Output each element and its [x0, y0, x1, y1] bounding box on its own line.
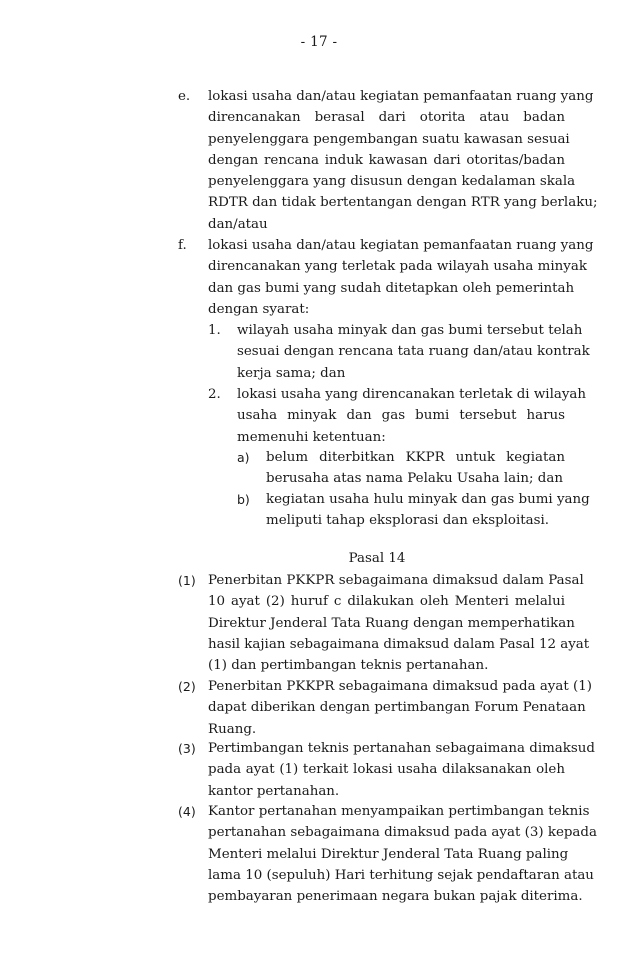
article-line: pada ayat (1) terkait lokasi usaha dilaksanakan oleh	[208, 762, 565, 778]
sub-sub-item-line: meliputi tahap eksplorasi dan eksploitasi.	[266, 513, 550, 529]
article-marker: (3)	[178, 741, 196, 756]
sub-item-line: lokasi usaha yang direncanakan terletak di wilayah	[237, 387, 587, 402]
article-line: Direktur Jenderal Tata Ruang dengan memperhatikan	[208, 615, 575, 631]
article-line: Pertimbangan teknis pertanahan sebagaimana dimaksud	[208, 741, 595, 756]
sub-item-line: usaha minyak dan gas bumi tersebut harus	[237, 408, 565, 424]
article-line: lama 10 (sepuluh) Hari terhitung sejak pendaftaran atau	[208, 867, 594, 883]
item-line: direncanakan berasal dari otorita atau badan	[208, 110, 565, 126]
article-line: Ruang.	[208, 721, 257, 737]
article-line: Penerbitan PKKPR sebagaimana dimaksud pada ayat (1)	[208, 679, 592, 694]
sub-sub-item-marker: b)	[237, 492, 250, 507]
item-line: penyelenggara yang disusun dengan kedalaman skala	[208, 174, 576, 190]
sub-item-line: sesuai dengan rencana tata ruang dan/atau kontrak	[237, 344, 590, 360]
sub-sub-item-line: belum diterbitkan KKPR untuk kegiatan	[266, 450, 565, 465]
sub-item-line: memenuhi ketentuan:	[237, 429, 386, 445]
article-line: Kantor pertanahan menyampaikan pertimbangan teknis	[208, 804, 590, 819]
page-number: - 17 -	[300, 34, 338, 50]
article-line: pertanahan sebagaimana dimaksud pada ayat (3) kepada	[208, 825, 597, 841]
article-line: (1) dan pertimbangan teknis pertanahan.	[208, 658, 489, 674]
article-marker: (4)	[178, 804, 196, 819]
item-line: lokasi usaha dan/atau kegiatan pemanfaatan ruang yang	[208, 89, 594, 104]
article-line: 10 ayat (2) huruf c dilakukan oleh Menteri melalui	[208, 594, 565, 610]
item-line: penyelenggara pengembangan suatu kawasan sesuai	[208, 131, 570, 147]
item-marker: e.	[178, 89, 191, 104]
sub-item-line: wilayah usaha minyak dan gas bumi tersebut telah	[237, 323, 583, 338]
item-line: RDTR dan tidak bertentangan dengan RTR yang berlaku;	[208, 195, 598, 211]
article-line: hasil kajian sebagaimana dimaksud dalam Pasal 12 ayat	[208, 636, 590, 652]
article-line: kantor pertanahan.	[208, 783, 340, 799]
item-line: dengan rencana induk kawasan dari otoritas/badan	[208, 152, 565, 168]
sub-item-marker: 1.	[208, 323, 221, 338]
sub-sub-item-marker: a)	[237, 450, 250, 465]
article-line: Menteri melalui Direktur Jenderal Tata Ruang paling	[208, 846, 569, 862]
item-line: dan/atau	[208, 216, 268, 232]
sub-item-line: kerja sama; dan	[237, 365, 346, 381]
article-marker: (1)	[178, 573, 196, 588]
item-line: dan gas bumi yang sudah ditetapkan oleh pemerintah	[208, 280, 575, 296]
sub-item-marker: 2.	[208, 387, 221, 402]
sub-sub-item-line: kegiatan usaha hulu minyak dan gas bumi yang	[266, 492, 590, 507]
item-line: dengan syarat:	[208, 301, 310, 317]
sub-sub-item-line: berusaha atas nama Pelaku Usaha lain; dan	[266, 471, 563, 487]
item-marker: f.	[178, 238, 187, 253]
section-heading: Pasal 14	[348, 551, 406, 566]
article-line: Penerbitan PKKPR sebagaimana dimaksud dalam Pasal	[208, 573, 584, 588]
article-marker: (2)	[178, 679, 196, 694]
article-line: pembayaran penerimaan negara bukan pajak diterima.	[208, 889, 583, 905]
item-line: lokasi usaha dan/atau kegiatan pemanfaatan ruang yang	[208, 238, 594, 253]
item-line: direncanakan yang terletak pada wilayah usaha minyak	[208, 259, 587, 275]
article-line: dapat diberikan dengan pertimbangan Forum Penataan	[208, 700, 586, 716]
